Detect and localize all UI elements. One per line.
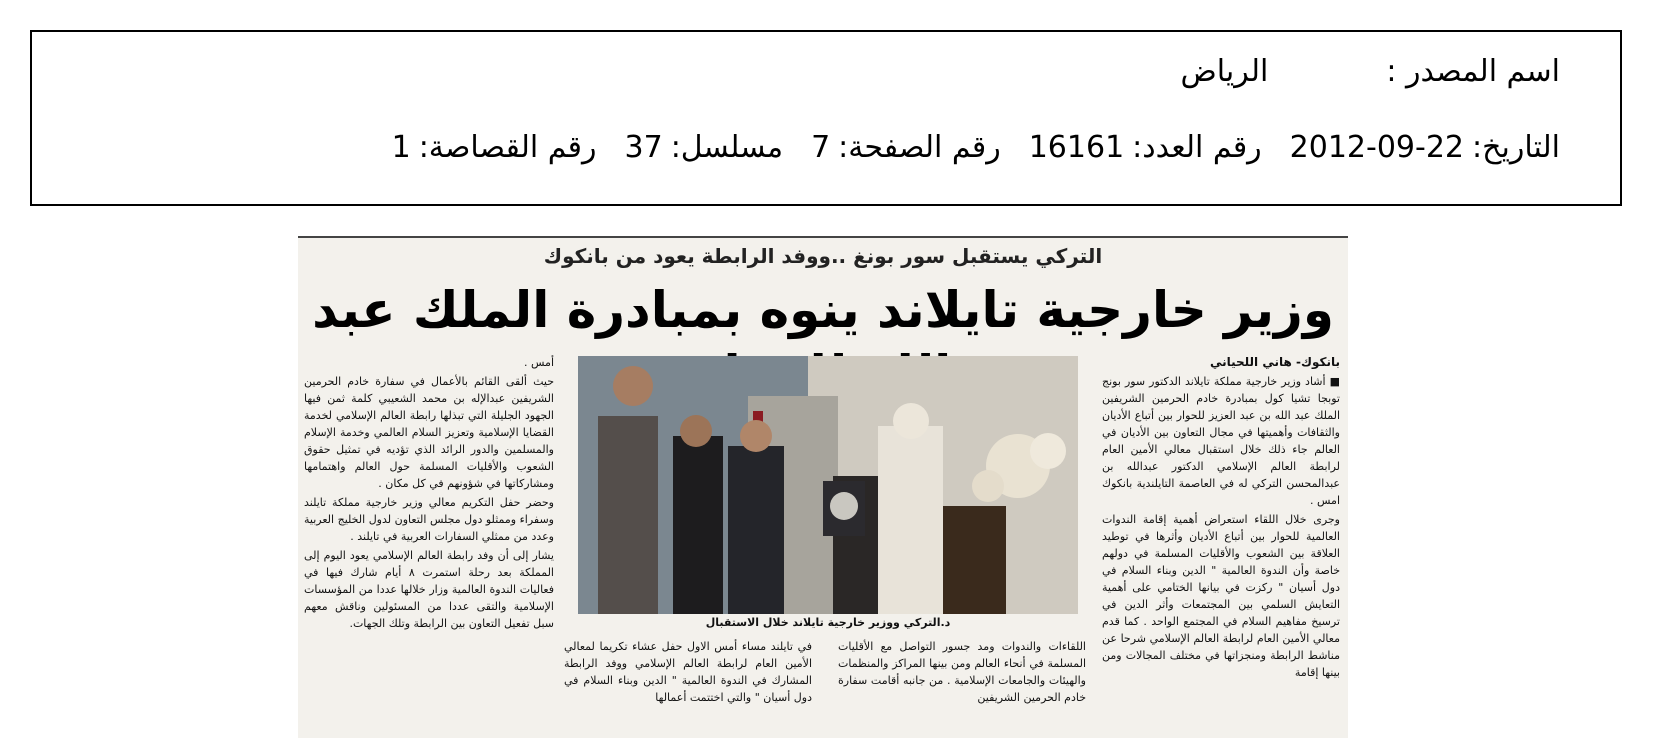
left-paragraph: حيث ألقى القائم بالأعمال في سفارة خادم الحرمين الشريفين عبدالإله بن محمد الشعيبي كلمة ثمن فيها الجهود الجليلة التي تبذلها رابطة العالم الإسلامي لخدمة القضايا الإسلامية وتعزيز السلام العالمي وخدمة الإسلام والمسلمين والدور الرائد الذي تؤديه في تمثيل حقوق الشعوب والأقليات المسلمة حول العالم واهتمامها ومشاركاتها في شؤونهم في كل مكان .	[304, 375, 554, 490]
page-value: 7	[811, 130, 831, 165]
article-kicker: التركي يستقبل سور بونغ ..ووفد الرابطة يعود من بانكوك	[543, 244, 1103, 268]
top-rule	[298, 236, 1348, 238]
source-value: الرياض	[1180, 54, 1269, 89]
clipping-metadata-box	[30, 30, 1622, 206]
date-value: 2012-09-22	[1289, 130, 1465, 165]
article-byline: بانكوك- هاني اللحياني	[1209, 355, 1340, 369]
details-row	[392, 130, 1560, 165]
serial-field	[625, 130, 784, 165]
date-label: التاريخ:	[1472, 130, 1560, 165]
right-paragraph: ■ أشاد وزير خارجية مملكة تايلاند الدكتور سور بونج توبجا تشيا كول بمبادرة خادم الحرمين الشريفين الملك عبد الله بن عبد العزيز للحوار بين أتباع الأديان والثقافات وأهميتها في مجال التعاون بين الأديان في العالم جاء ذلك خلال استقبال معالي الأمين العام لرابطة العالم الإسلامي الدكتور عبدالله بن عبدالمحسن التركي له في العاصمة التايلندية بانكوك امس .	[1102, 375, 1340, 507]
clip-number-label: رقم القصاصة:	[418, 130, 597, 165]
issue-value: 16161	[1028, 130, 1125, 165]
article-headline: وزير خارجية تايلاند ينوه بمبادرة الملك عبد	[312, 281, 1334, 339]
date-field	[1290, 130, 1560, 165]
issue-field	[1029, 130, 1262, 165]
right-text-column	[1102, 354, 1340, 683]
photo-illustration	[578, 356, 1078, 614]
serial-value: 37	[624, 130, 663, 165]
serial-label: مسلسل:	[670, 130, 784, 165]
photo-caption: د.التركي ووزير خارجية تايلاند خلال الاستقبال	[705, 616, 951, 629]
right-paragraph: وجرى خلال اللقاء استعراض أهمية إقامة الندوات العالمية للحوار بين أتباع الأديان وأثرها في توطيد العلاقة بين الشعوب والأقليات المسلمة في دولهم خاصة وأن الندوة العالمية " الدين وبناء السلام في دول أسيان " ركزت في بيانها الختامي على أهمية التعايش السلمي بين المجتمعات وأثر الدين في ترسيخ مفاهيم السلام في المجتمع الواحد . كما قدم معالي الأمين العام لرابطة العالم الإسلامي شرحا عن مناشط الرابطة ومنجزاتها في مختلف المجالات ومن بينها إقامة	[1102, 513, 1340, 679]
left-text-column	[304, 354, 554, 634]
newspaper-clipping	[298, 236, 1348, 738]
page-field	[811, 130, 1001, 165]
page-label: رقم الصفحة:	[838, 130, 1001, 165]
clip-number-value: 1	[391, 130, 411, 165]
source-label: اسم المصدر :	[1386, 54, 1560, 89]
left-paragraph: أمس .	[524, 356, 554, 369]
middle-left-text-column: في تايلند مساء أمس الاول حفل عشاء تكريما لمعالي الأمين العام لرابطة العالم الإسلامي ووفد الرابطة المشارك في الندوة العالمية " الدين وبناء السلام في دول أسيان " والتي اختتمت أعمالها	[564, 640, 812, 704]
left-paragraph: يشار إلى أن وفد رابطة العالم الإسلامي يعود اليوم إلى المملكة بعد رحلة استمرت ٨ أيام شارك فيها في فعاليات الندوة العالمية وزار خلالها عددا من المؤسسات الإسلامية والتقى عددا من المسئولين وناقش معهم سبل تفعيل التعاون بين الرابطة وتلك الجهات.	[304, 549, 554, 630]
middle-right-text-column: اللقاءات والندوات ومد جسور التواصل مع الأقليات المسلمة في أنحاء العالم ومن بينها المراكز والمنظمات والهيئات والجامعات الإسلامية . من جانبه أقامت سفارة خادم الحرمين الشريفين	[838, 640, 1086, 704]
left-paragraph: وحضر حفل التكريم معالي وزير خارجية مملكة تايلند وسفراء وممثلو دول مجلس التعاون لدول الخليج العربية وعدد من ممثلي السفارات العربية في تايلند .	[304, 496, 554, 543]
article-photo	[578, 356, 1078, 614]
source-row	[1181, 54, 1560, 89]
issue-label: رقم العدد:	[1132, 130, 1262, 165]
clip-number-field	[392, 130, 597, 165]
